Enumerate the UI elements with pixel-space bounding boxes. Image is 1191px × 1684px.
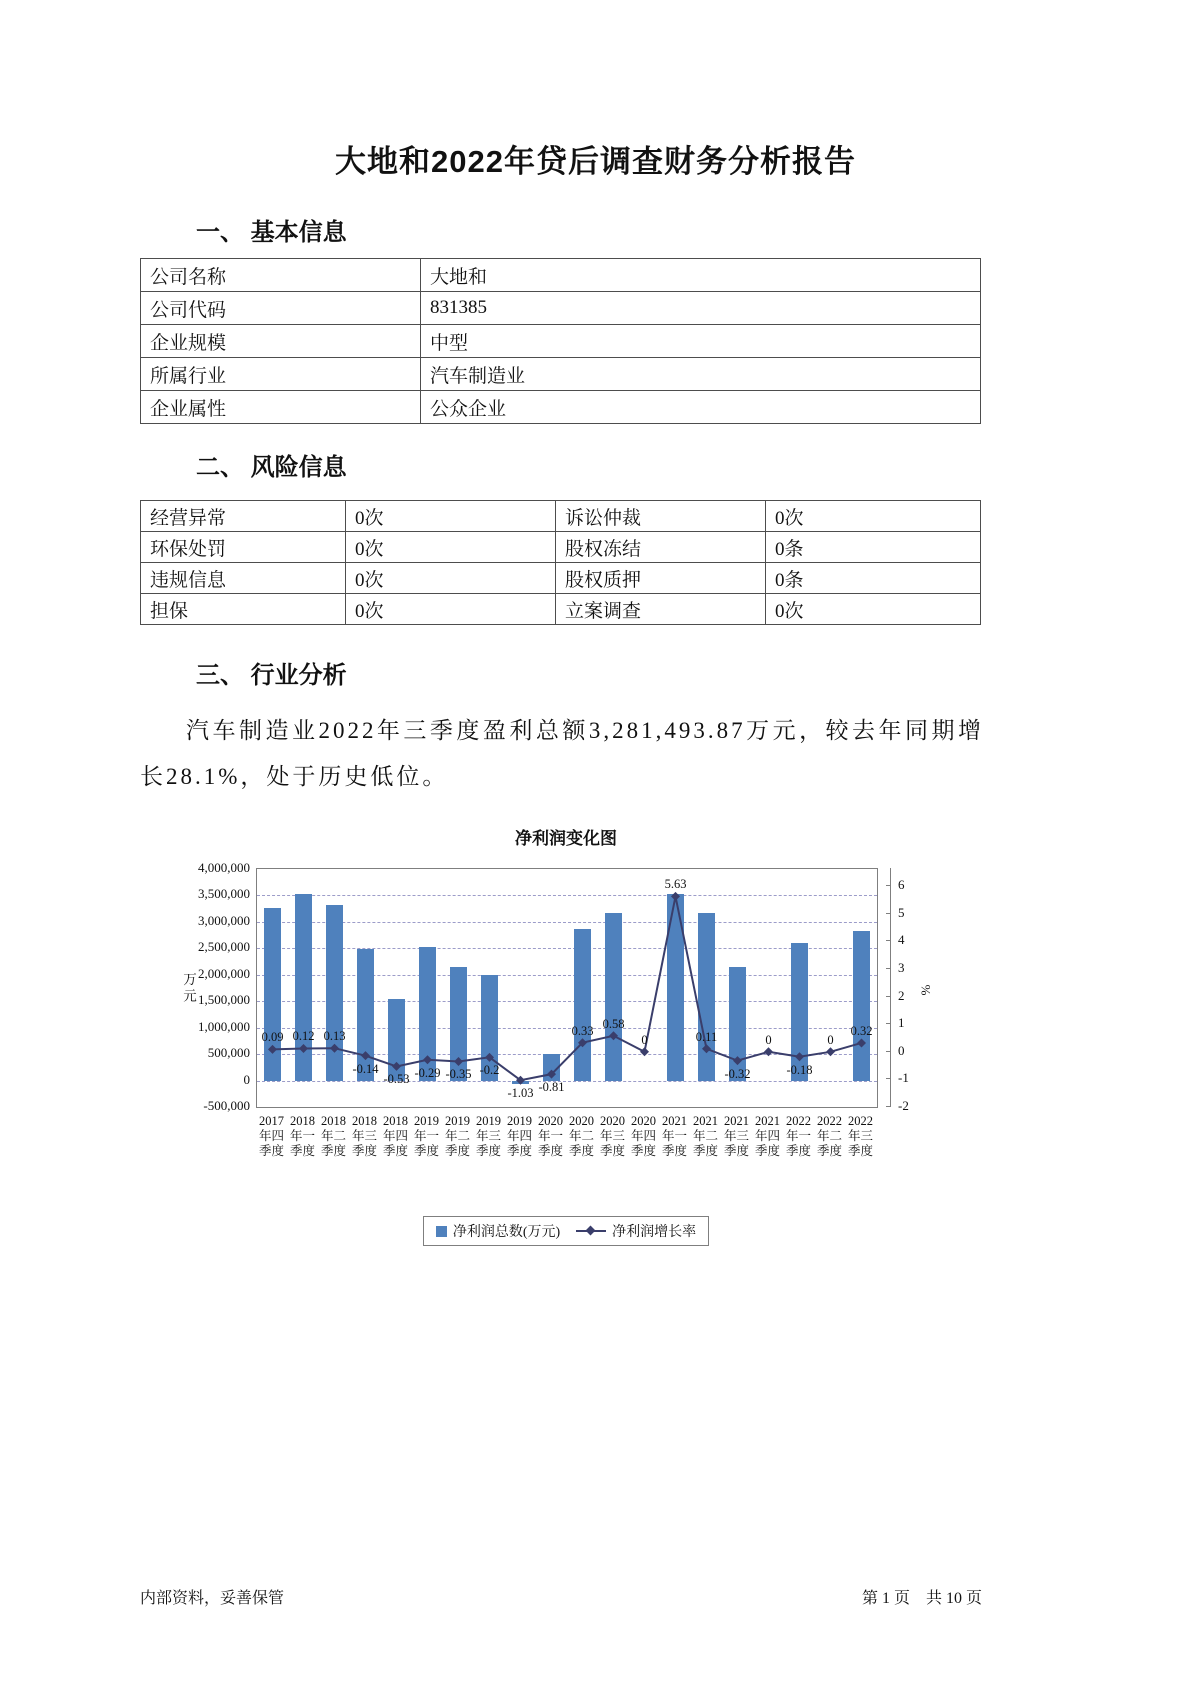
table-cell: 环保处罚 [141, 532, 346, 563]
x-tick-label [814, 1114, 845, 1160]
point-data-label: 0.32 [850, 1023, 873, 1038]
table-cell: 股权质押 [556, 563, 766, 594]
left-axis-tick-labels [140, 860, 250, 1113]
table-row [141, 325, 981, 358]
y-tick-label-left: 1,000,000 [198, 1018, 250, 1034]
y-tick-label-left: 0 [243, 1071, 250, 1087]
table-cell: 0次 [346, 563, 556, 594]
x-tick-label [256, 1114, 287, 1160]
line-marker-diamond [586, 1226, 596, 1236]
y-tick-label-left: 2,500,000 [198, 939, 250, 955]
bar-series-swatch-icon [436, 1226, 447, 1237]
point-data-label: -0.2 [479, 1063, 500, 1078]
x-tick-label-text: 2019年四季度 [506, 1114, 532, 1158]
point-data-label: -0.14 [352, 1061, 379, 1076]
table-row [141, 292, 981, 325]
table-row [141, 594, 981, 625]
right-axis-tick-mark [886, 996, 891, 997]
y-tick-label-right: 0 [898, 1042, 905, 1058]
table-row [141, 501, 981, 532]
x-tick-label [504, 1114, 535, 1160]
section-heading-basic-info: 一、 基本信息 [196, 219, 347, 246]
report-title: 大地和2022年贷后调查财务分析报告 [335, 144, 856, 179]
table-row [141, 563, 981, 594]
x-tick-label-text: 2018年四季度 [382, 1114, 408, 1158]
y-tick-label-left: 4,000,000 [198, 860, 250, 875]
x-tick-label-text: 2022年一季度 [785, 1114, 811, 1158]
y-tick-label-left: 1,500,000 [198, 992, 250, 1008]
y-tick-label-left: 3,500,000 [198, 886, 250, 902]
point-data-label: 0.33 [571, 1023, 594, 1038]
plot-area [256, 868, 878, 1108]
x-tick-label [442, 1114, 473, 1160]
line-series-marker-icon [576, 1226, 606, 1236]
x-tick-label-text: 2017年四季度 [258, 1114, 284, 1158]
x-tick-label-text: 2020年一季度 [537, 1114, 563, 1158]
table-cell: 0次 [346, 594, 556, 625]
point-data-label: 0 [641, 1032, 648, 1047]
point-data-label: 0 [827, 1032, 834, 1047]
legend-item-bar-series [436, 1221, 560, 1241]
x-tick-label-text: 2021年二季度 [692, 1114, 718, 1158]
section-heading-risk-info: 二、 风险信息 [196, 454, 347, 481]
legend-label-bar-series: 净利润总数(万元) [452, 1225, 561, 1240]
right-axis-tick-mark [886, 1078, 891, 1079]
x-tick-label [845, 1114, 876, 1160]
x-tick-label-text: 2018年二季度 [320, 1114, 346, 1158]
point-data-label: 0.12 [292, 1029, 315, 1044]
x-tick-label-text: 2019年一季度 [413, 1114, 439, 1158]
x-tick-label-text: 2021年三季度 [723, 1114, 749, 1158]
x-tick-label [318, 1114, 349, 1160]
table-cell: 企业规模 [141, 325, 421, 358]
point-data-label: 0 [765, 1032, 772, 1047]
right-axis-tick-mark [886, 968, 891, 969]
table-cell: 企业属性 [141, 391, 421, 424]
risk-info-table [140, 500, 981, 625]
x-tick-label [535, 1114, 566, 1160]
point-data-label: 0.58 [602, 1016, 625, 1031]
right-axis-title: % [918, 984, 934, 996]
x-tick-label [752, 1114, 783, 1160]
table-row [141, 391, 981, 424]
y-tick-label-left: -500,000 [203, 1098, 250, 1113]
x-tick-label-text: 2022年三季度 [847, 1114, 873, 1158]
right-axis-tick-mark [886, 940, 891, 941]
x-tick-label [690, 1114, 721, 1160]
table-cell: 公司代码 [141, 292, 421, 325]
right-axis-tick-mark [886, 913, 891, 914]
table-row [141, 358, 981, 391]
table-cell: 831385 [421, 292, 981, 325]
table-cell: 公司名称 [141, 259, 421, 292]
x-tick-label [380, 1114, 411, 1160]
legend-label-line-series: 净利润增长率 [612, 1225, 697, 1240]
point-data-label: -0.81 [538, 1080, 565, 1095]
table-cell: 股权冻结 [556, 532, 766, 563]
table-row [141, 259, 981, 292]
x-tick-label [659, 1114, 690, 1160]
point-data-label: 0.11 [695, 1029, 718, 1044]
point-data-label: -0.35 [445, 1067, 472, 1082]
point-data-label: -0.18 [786, 1062, 813, 1077]
legend-item-line-series [576, 1221, 696, 1241]
table-cell: 0条 [766, 532, 981, 563]
table-cell: 0次 [766, 594, 981, 625]
y-tick-label-right: 2 [898, 987, 905, 1003]
y-tick-label-right: 6 [898, 877, 905, 893]
footer-page-number: 第 1 页 共 10 页 [861, 1590, 982, 1607]
x-tick-label [473, 1114, 504, 1160]
right-axis-tick-mark [886, 885, 891, 886]
x-tick-label-text: 2021年一季度 [661, 1114, 687, 1158]
table-cell: 0次 [346, 501, 556, 532]
x-tick-label [628, 1114, 659, 1160]
y-tick-label-right: 5 [898, 904, 905, 920]
x-tick-label [287, 1114, 318, 1160]
table-cell: 担保 [141, 594, 346, 625]
right-axis-tick-mark [886, 1023, 891, 1024]
industry-analysis-paragraph: 汽车制造业2022年三季度盈利总额3,281,493.87万元，较去年同期增长28.1%，处于历史低位。 [140, 718, 984, 789]
y-tick-label-right: -1 [898, 1070, 909, 1086]
x-tick-label [349, 1114, 380, 1160]
right-axis-tick-mark [886, 1051, 891, 1052]
table-cell: 立案调查 [556, 594, 766, 625]
point-data-label: 5.63 [664, 877, 687, 892]
chart-title: 净利润变化图 [515, 829, 617, 848]
point-data-label: -0.53 [383, 1072, 410, 1087]
y-tick-label-left: 3,000,000 [198, 912, 250, 928]
point-data-label: 0.13 [323, 1029, 346, 1044]
legend-box [423, 1216, 709, 1246]
x-tick-label-text: 2019年二季度 [444, 1114, 470, 1158]
table-cell: 0次 [766, 501, 981, 532]
table-cell: 所属行业 [141, 358, 421, 391]
x-tick-label-text: 2022年二季度 [816, 1114, 842, 1158]
x-tick-label [566, 1114, 597, 1160]
point-data-label: -1.03 [507, 1086, 534, 1101]
x-tick-label-text: 2018年一季度 [289, 1114, 315, 1158]
table-cell: 0条 [766, 563, 981, 594]
table-cell: 违规信息 [141, 563, 346, 594]
y-tick-label-right: 1 [898, 1015, 905, 1031]
table-cell: 诉讼仲裁 [556, 501, 766, 532]
point-data-label: 0.09 [261, 1030, 284, 1045]
table-cell: 中型 [421, 325, 981, 358]
x-tick-label [597, 1114, 628, 1160]
net-profit-chart [140, 824, 1060, 1260]
basic-info-table [140, 258, 981, 424]
x-axis-labels [256, 1114, 876, 1160]
y-tick-label-right: 4 [898, 932, 905, 948]
table-cell: 大地和 [421, 259, 981, 292]
y-tick-label-left: 500,000 [207, 1045, 250, 1061]
x-tick-label-text: 2020年三季度 [599, 1114, 625, 1158]
table-cell: 0次 [346, 532, 556, 563]
chart-legend [256, 1216, 876, 1246]
x-tick-label [411, 1114, 442, 1160]
x-tick-label [783, 1114, 814, 1160]
point-data-label: -0.32 [724, 1066, 751, 1081]
footer-confidential-note: 内部资料，妥善保管 [140, 1590, 285, 1607]
x-tick-label [721, 1114, 752, 1160]
table-row [141, 532, 981, 563]
y-tick-label-right: -2 [898, 1098, 909, 1113]
x-tick-label-text: 2018年三季度 [351, 1114, 377, 1158]
y-tick-label-right: 3 [898, 960, 905, 975]
left-axis-title: 万元 [181, 972, 196, 1005]
x-tick-label-text: 2019年三季度 [475, 1114, 501, 1158]
table-cell: 经营异常 [141, 501, 346, 532]
section-heading-industry-analysis: 三、 行业分析 [196, 662, 347, 689]
x-tick-label-text: 2020年四季度 [630, 1114, 656, 1158]
table-cell: 汽车制造业 [421, 358, 981, 391]
x-tick-label-text: 2020年二季度 [568, 1114, 594, 1158]
point-data-label: -0.29 [414, 1065, 441, 1080]
right-axis-line [890, 868, 891, 1106]
table-cell: 公众企业 [421, 391, 981, 424]
x-tick-label-text: 2021年四季度 [754, 1114, 780, 1158]
y-tick-label-left: 2,000,000 [198, 965, 250, 981]
right-axis-tick-mark [886, 1106, 891, 1107]
